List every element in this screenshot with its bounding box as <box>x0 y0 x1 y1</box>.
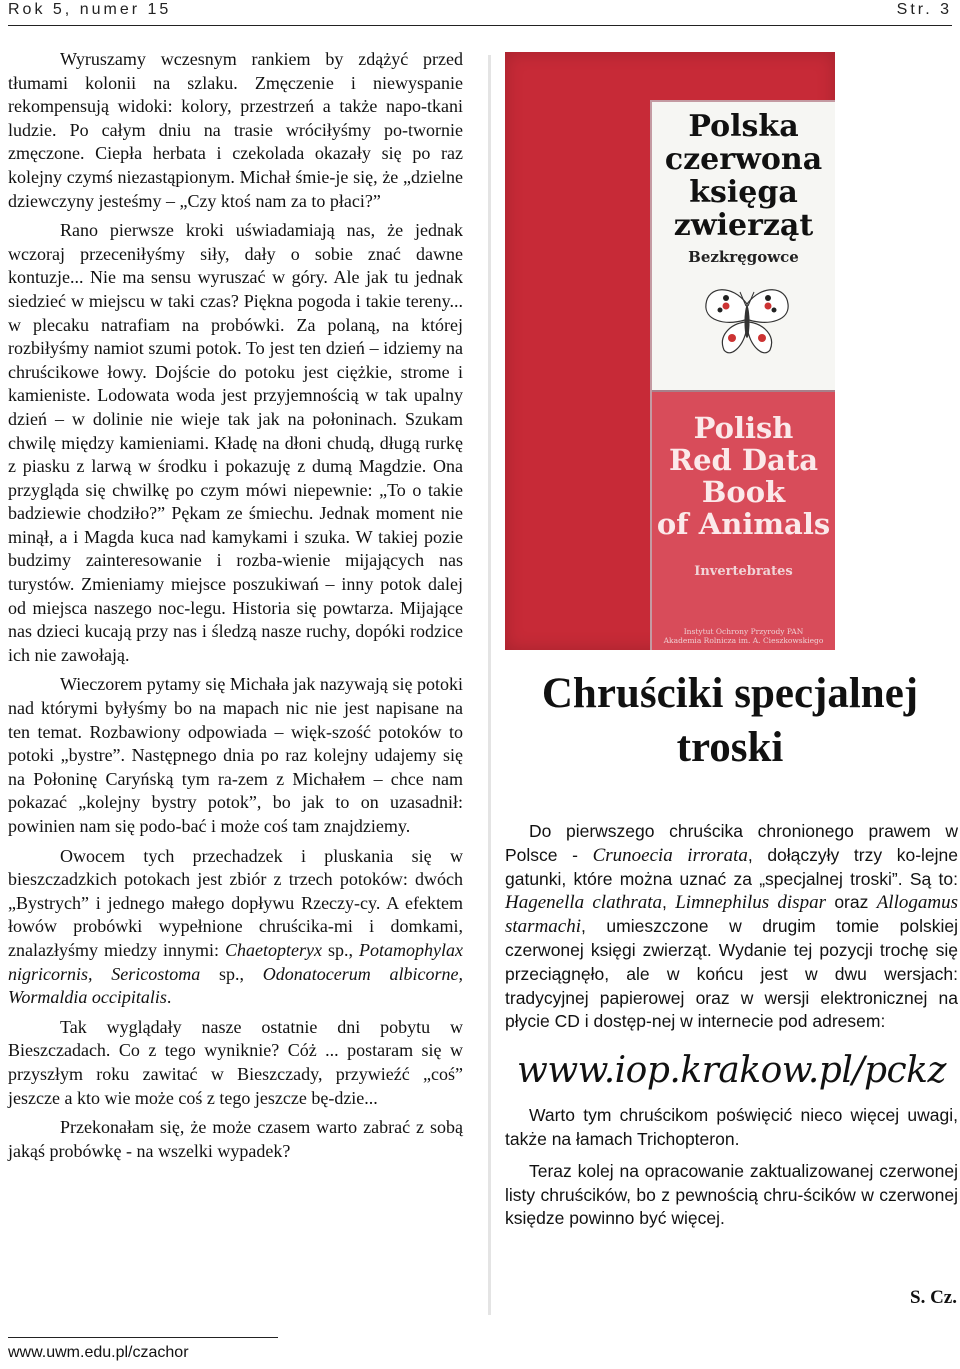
book-title-en-line: of Animals <box>656 507 831 541</box>
book-subtitle-pl: Bezkręgowce <box>688 248 799 266</box>
book-title-en-line: Polish <box>693 411 794 445</box>
paragraph: Warto tym chruścikom poświęcić nieco więcej uwagi, także na łamach Trichopteron. <box>505 1105 958 1149</box>
footer-url[interactable]: www.uwm.edu.pl/czachor <box>8 1344 189 1361</box>
publisher-line: Akademia Rolnicza im. A. Cieszkowskiego <box>663 636 824 645</box>
article-title: Chruściki specjalnej troski <box>541 670 919 771</box>
author-signature: S. Cz. <box>910 1287 957 1308</box>
butterfly-icon <box>702 282 792 362</box>
publisher-line: Instytut Ochrony Przyrody PAN <box>683 627 804 636</box>
species-name: Potamophylax nigricornis, Sericostoma <box>8 939 463 984</box>
text-span: , dołączyły trzy ko-lejne gatunki, które można uznać za „specjalnej troski”. Są to: <box>505 844 958 889</box>
book-title-box <box>652 102 835 392</box>
paragraph: Wieczorem pytamy się Michała jak nazywają się potoki nad którymi byłyśmy bo na mapach nic nie jest napisane na ten temat. Rozbawiony odpowiada – więk-szość potoków to potoki „bystre”. Następnego dnia po raz kolejny udajemy się na Połoninę Caryńską tym ra-zem z Michałem – chce nam pokazać „kolejny bystry potok”, bo jak to on uzasadnił: powinien nam się podo-bać i może coś tam znajdziemy. <box>8 674 463 836</box>
species-name: Odonatocerum albicorne, Wormaldia occipitalis <box>8 963 463 1008</box>
column-divider <box>488 55 491 1315</box>
species-name: Chaetopteryx <box>225 939 322 960</box>
page-footer <box>8 1337 278 1369</box>
page-header <box>8 0 952 26</box>
website-link[interactable]: www.iop.krakow.pl/pckz <box>517 1050 946 1092</box>
species-name: Hagenella clathrata <box>505 892 663 914</box>
book-title-pl-line: księga <box>689 175 798 210</box>
book-title-en-line: Book <box>701 475 786 509</box>
paragraph: Wyruszamy wczesnym rankiem by zdążyć przed tłumami kolonii na szlaku. Zmęczenie i niewyspanie rekompensują widoki: kolory, przestrzeń a także napo-tkani ludzie. Po całym dniu na trasie wróciłyśmy po-twornie zmęczone. Ciepła herbata i czekolada okazały się po raz kolejny czymś niezastąpionym. Michał śmie-je się, że „dzielne dziewczyny jesteśmy – „Czy ktoś nam za to płaci?” <box>8 49 463 211</box>
book-cover-image <box>505 52 835 650</box>
paragraph-species <box>505 820 958 1034</box>
text-span: sp., <box>200 963 263 984</box>
text-span: , umieszczone w drugim tomie polskiej czerwonej księgi zwierząt. Wydanie tej pozycji trochę się przeciągnęło, ale w końcu jest w dwu wersjach: tradycyjnej papierowej oraz w wersji elektronicznej na płycie CD i dostęp-nej w internecie pod adresem: <box>505 916 958 1032</box>
book-title-pl-line: zwierząt <box>673 208 814 243</box>
species-name: Crunoecia irrorata <box>592 844 748 866</box>
paragraph: Teraz kolej na opracowanie zaktualizowanej czerwonej listy chruścików, bo z pewnością chru-ścików w czerwonej księdze powinno być więcej. <box>505 1160 958 1229</box>
text-span: . <box>166 987 172 1008</box>
book-title-en <box>652 412 835 540</box>
paragraph: Rano pierwsze kroki uświadamiają nas, że jednak wczoraj przeceniłyśmy siły, dały o sobie znać dawne kontuzje... Nie ma sensu wyruszać w góry. Ale jak tu jednak siedzieć w miejscu w taki czas? Piękna pogoda i takie tereny... w plecaku natrafiam na probówki. Za polaną, na której rozbiłyśmy namiot szumi potok. To jest ten dzień – idziemy na chruścikowe łowy. Dojście do potoku jest ciężkie, strome i kamieniste. Lodowata woda jest przyjemnością w tak upalny dzień – w dolinie nie wieje tak jak na połoninach. Szukam chwilę między kamieniami. Kładę na dłoni chudą, długą rurkę z piasku z larwą w środku i pokazuję z dumą Magdzie. Ona przygląda się chwilkę po czym mówi niepewnie: „To o takie badziewie chodziło?” Pękam ze śmiechu. Jednak moment nie minął, a i Magda kuca nad kamykami i szuka. W takiej pozie budzimy zainteresowanie i rozba-wienie mijających nas turystów. Zmieniamy miejsce poszukiwań – inny potok dalej od miejsca naszego noc-legu. Historia się powtarza. Mijające nas dzieci kucają przy nas i śledzą nasze ruchy, dopóki rodzice ich nie zawołają. <box>8 220 463 665</box>
article-left-column <box>8 48 463 1169</box>
article-right-column <box>505 820 958 1239</box>
species-name: Limnephilus dispar <box>675 892 826 914</box>
issue-number: Rok 5, numer 15 <box>8 1 172 18</box>
book-title-pl-line: Polska <box>688 109 799 144</box>
text-span: sp., <box>321 939 360 960</box>
paragraph: Tak wyglądały nasze ostatnie dni pobytu w Bieszczadach. Co z tego wyniknie? Cóż ... postaram się w przyszłym roku zawitać w Bieszczady, przywieźć „coś” jeszcze a kto wie może coś z tego jeszcze bę-dzie... <box>8 1016 463 1108</box>
book-title-en-line: Red Data <box>668 443 819 477</box>
text-span: Owocem tych przechadzek i pluskania się w bieszczadzkich potokach jest zbiór z trzech potoków: dwóch „Bystrych” i jednego małego dopływu Rzeczy-cy. A efektem łowów probówki wypełnione chruścika-mi i domkami, znalazłyśmy miedzy innymi: <box>8 845 463 960</box>
species-name: Allogamus starmachi <box>505 892 958 938</box>
paragraph: Przekonałam się, że może czasem warto zabrać z sobą jakąś probówkę - na wszelki wypadek? <box>8 1117 463 1161</box>
book-cover-panel <box>650 100 835 650</box>
book-title-pl-line: czerwona <box>664 142 823 177</box>
text-span: oraz <box>825 892 877 913</box>
text-span: Do pierwszego chruścika chronionego prawem w Polsce - <box>505 821 958 865</box>
book-subtitle-en: Invertebrates <box>694 564 793 579</box>
page-number: Str. 3 <box>896 1 952 18</box>
book-publisher <box>652 627 835 645</box>
paragraph-species <box>8 845 463 1010</box>
text-span: , <box>662 892 676 913</box>
